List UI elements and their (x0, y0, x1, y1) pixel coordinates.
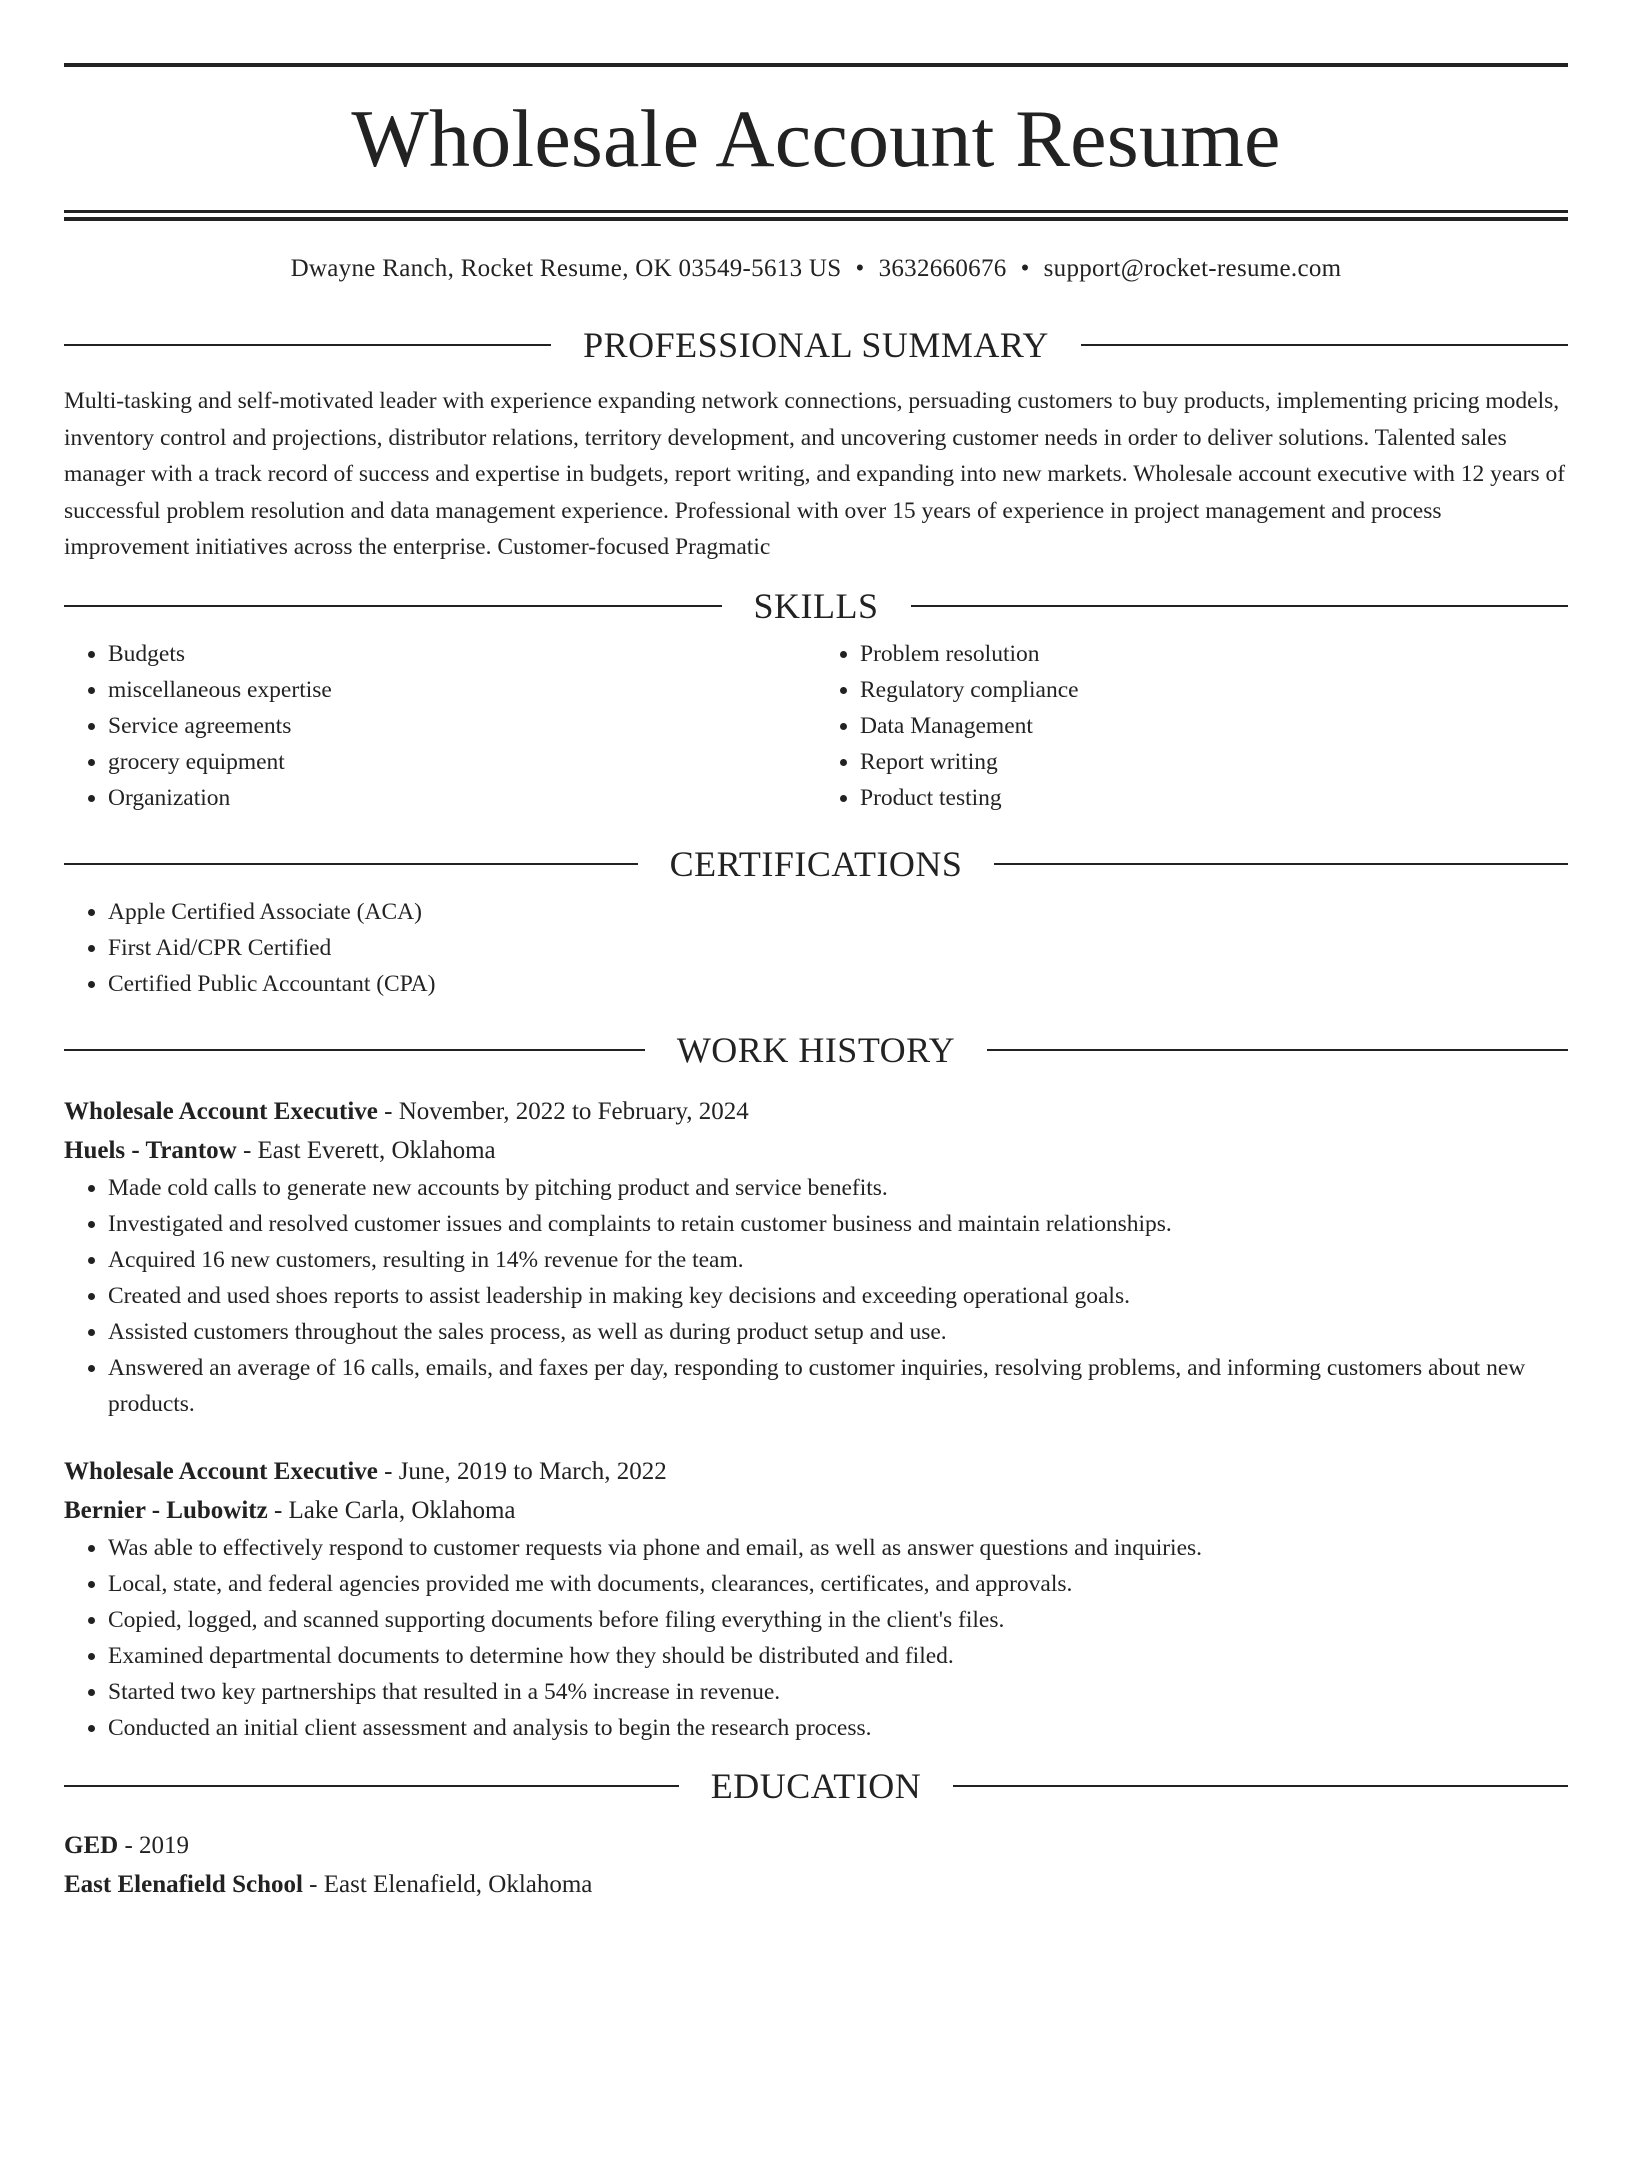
skills-right-list (816, 636, 1568, 816)
skills-left-list (64, 636, 816, 816)
resume-title: Wholesale Account Resume (351, 93, 1281, 184)
section-rule-right (994, 863, 1568, 865)
education-heading: EDUCATION (710, 1765, 922, 1806)
contact-separator: • (855, 255, 865, 282)
work-section-header (64, 1029, 1568, 1070)
job-bullet: • Examined departmental documents to determine how they should be distributed and filed. (108, 1638, 1568, 1674)
certification-item: • Certified Public Accountant (CPA) (108, 966, 1568, 1002)
education-location: East Elenafield, Oklahoma (323, 1870, 593, 1898)
summary-heading: PROFESSIONAL SUMMARY (583, 325, 1049, 365)
job-bullet-list (64, 1170, 1568, 1422)
job-bullet: • Was able to effectively respond to customer requests via phone and email, as well as answer questions and inquiries. (108, 1530, 1568, 1566)
section-rule-right (953, 1785, 1568, 1787)
job-company-line: Huels - Trantow - East Everett, Oklahoma (64, 1136, 496, 1164)
job-dates: June, 2019 to March, 2022 (398, 1457, 667, 1485)
skill-item: • grocery equipment (108, 744, 816, 780)
certification-item: • Apple Certified Associate (ACA) (108, 894, 1568, 930)
skill-item: • Organization (108, 780, 816, 816)
job-title: Wholesale Account Executive (64, 1097, 378, 1125)
skill-item: • Service agreements (108, 708, 816, 744)
job-entry (64, 1092, 1568, 1422)
education-degree-line: GED - 2019 (64, 1831, 190, 1859)
summary-section-header (64, 327, 1568, 363)
section-rule-left (64, 605, 722, 607)
contact-line (64, 255, 1568, 283)
job-bullet: • Made cold calls to generate new accounts by pitching product and service benefits. (108, 1170, 1568, 1206)
skill-item: • Budgets (108, 636, 816, 672)
job-title: Wholesale Account Executive (64, 1457, 378, 1485)
skill-item: • Data Management (860, 708, 1568, 744)
certifications-heading: CERTIFICATIONS (669, 843, 963, 884)
contact-email: support@rocket-resume.com (1043, 255, 1342, 282)
certification-item: • First Aid/CPR Certified (108, 930, 1568, 966)
job-company: Huels - Trantow (64, 1136, 237, 1164)
skill-item: • Product testing (860, 780, 1568, 816)
skill-item: • Problem resolution (860, 636, 1568, 672)
job-title-line: Wholesale Account Executive - November, 2022 to February, 2024 (64, 1097, 749, 1125)
skills-section-header (64, 585, 1568, 626)
header-double-rule (64, 210, 1568, 221)
job-bullet: • Local, state, and federal agencies provided me with documents, clearances, certificates, and approvals. (108, 1566, 1568, 1602)
skill-item: • Report writing (860, 744, 1568, 780)
job-bullet: • Copied, logged, and scanned supporting documents before filing everything in the client's files. (108, 1602, 1568, 1638)
skills-heading: SKILLS (753, 585, 879, 626)
job-entry (64, 1452, 1568, 1746)
education-year: 2019 (139, 1831, 190, 1859)
contact-separator: • (1020, 255, 1030, 282)
skill-item: • Regulatory compliance (860, 672, 1568, 708)
job-bullet: • Investigated and resolved customer issues and complaints to retain customer business and maintain relationships. (108, 1206, 1568, 1242)
skills-grid (64, 636, 1568, 816)
header-top-rule (64, 63, 1568, 67)
education-school: East Elenafield School (64, 1870, 303, 1898)
certifications-section-header (64, 843, 1568, 884)
resume-page (0, 63, 1632, 2175)
job-bullet: • Conducted an initial client assessment and analysis to begin the research process. (108, 1710, 1568, 1746)
contact-address: Dwayne Ranch, Rocket Resume, OK 03549-5613 US (290, 255, 842, 282)
section-rule-right (911, 605, 1569, 607)
summary-text: Multi-tasking and self-motivated leader with experience expanding network connections, persuading customers to buy products, implementing pricing models, inventory control and projections, distributor relations, territory development, and uncovering customer needs in order to deliver solutions. Talented sales manager with a track record of success and expertise in budgets, report writing, and expanding into new markets. Wholesale account executive with 12 years of successful problem resolution and data management experience. Professional with over 15 years of experience in project management and process improvement initiatives across the enterprise. Customer-focused Pragmatic (64, 388, 1566, 560)
education-section-header (64, 1765, 1568, 1806)
job-bullet: • Acquired 16 new customers, resulting in 14% revenue for the team. (108, 1242, 1568, 1278)
certifications-list (64, 894, 1568, 1002)
section-rule-left (64, 1785, 679, 1787)
skill-item: • miscellaneous expertise (108, 672, 816, 708)
job-bullet: • Assisted customers throughout the sales process, as well as during product setup and use. (108, 1314, 1568, 1350)
education-entry (64, 1826, 1568, 1904)
section-rule-right (987, 1049, 1568, 1051)
section-rule-left (64, 863, 638, 865)
job-location: Lake Carla, Oklahoma (288, 1496, 516, 1524)
job-bullet: • Answered an average of 16 calls, emails, and faxes per day, responding to customer inquiries, resolving problems, and informing customers about new products. (108, 1350, 1568, 1422)
work-heading: WORK HISTORY (676, 1029, 956, 1070)
job-title-line: Wholesale Account Executive - June, 2019 to March, 2022 (64, 1457, 667, 1485)
education-school-line: East Elenafield School - East Elenafield, Oklahoma (64, 1870, 593, 1898)
job-bullet-list (64, 1530, 1568, 1746)
section-rule-right (1081, 344, 1568, 346)
job-company: Bernier - Lubowitz (64, 1496, 268, 1524)
contact-phone: 3632660676 (878, 255, 1007, 282)
job-dates: November, 2022 to February, 2024 (398, 1097, 749, 1125)
job-location: East Everett, Oklahoma (257, 1136, 496, 1164)
section-rule-left (64, 344, 551, 346)
job-bullet: • Created and used shoes reports to assist leadership in making key decisions and exceeding operational goals. (108, 1278, 1568, 1314)
job-bullet: • Started two key partnerships that resulted in a 54% increase in revenue. (108, 1674, 1568, 1710)
section-rule-left (64, 1049, 645, 1051)
education-degree: GED (64, 1831, 119, 1859)
job-company-line: Bernier - Lubowitz - Lake Carla, Oklahoma (64, 1496, 516, 1524)
